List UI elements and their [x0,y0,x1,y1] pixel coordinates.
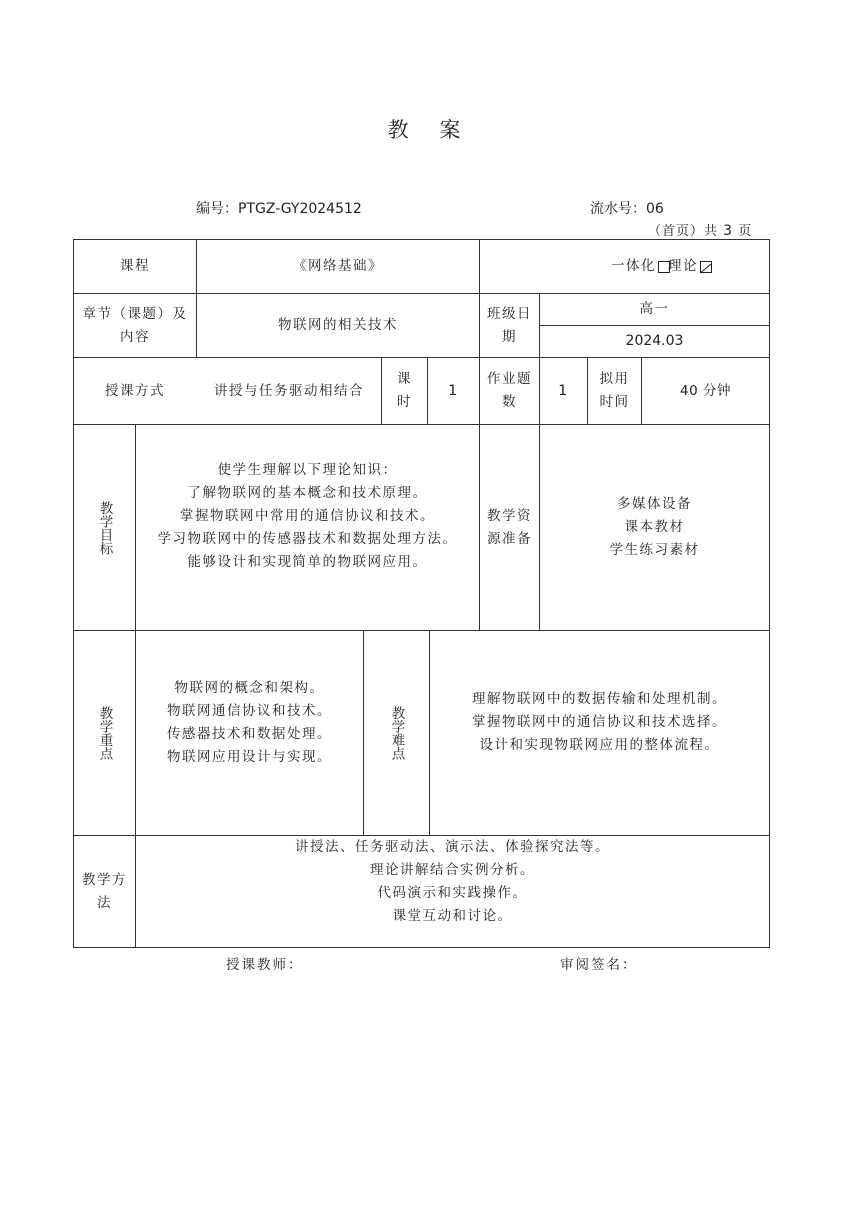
difficulties-list [430,631,769,835]
code-value: PTGZ-GY2024512 [238,201,362,217]
hours-label-line: 课 [397,371,412,387]
difficulties-label-text: 教学难点 [388,706,405,760]
resource-item: 学生练习素材 [609,542,700,558]
integrated-option [480,240,670,293]
teaching-method-item: 课堂互动和讨论。 [392,908,513,924]
resources-list [540,425,769,630]
class-value: 高一 [639,301,670,317]
theory-label: 理论 [668,258,698,274]
key-points-label [74,631,135,835]
method-value: 讲授与任务驱动相结合 [214,382,364,399]
key-point-item: 物联网的概念和架构。 [174,680,325,696]
teaching-method-label [74,836,135,947]
chapter-value: 物联网的相关技术 [278,317,398,333]
planned-time-label [588,358,641,424]
class-date-label [480,294,539,357]
teaching-method-label-line: 法 [97,894,112,911]
page-note [648,220,752,239]
teaching-method-item: 讲授法、任务驱动法、演示法、体验探究法等。 [295,839,610,855]
resources-label-line: 源准备 [487,530,532,547]
objectives-label-text: 教学目标 [96,500,113,555]
serial-value: 06 [646,201,664,217]
planned-time-label-line: 拟用 [599,371,630,387]
chapter-label-line: 内容 [120,328,150,345]
table-border-right [769,239,770,948]
homework-label [480,358,539,424]
homework-label-line: 作业题 [487,371,532,387]
hours-label [382,358,427,424]
teacher-signature-label: 授课教师： [226,957,304,973]
serial-label: 流水号： [590,201,646,217]
resources-label [480,425,539,630]
integrated-label: 一体化 [611,258,656,274]
objective-item: 学习物联网中的传感器技术和数据处理方法。 [157,531,458,547]
key-points-list [136,631,363,835]
objective-item: 了解物联网的基本概念和技术原理。 [187,485,428,501]
page-note-prefix: （首页）共 [648,224,719,239]
hours-value: 1 [448,382,459,399]
difficulties-label [364,631,429,835]
hours-label-line: 时 [397,394,412,410]
key-point-item: 物联网应用设计与实现。 [167,749,332,765]
teaching-method-item: 理论讲解结合实例分析。 [370,862,535,878]
resource-item: 多媒体设备 [617,496,692,512]
resource-item: 课本教材 [624,519,685,535]
difficulty-item: 设计和实现物联网应用的整体流程。 [479,737,720,753]
page-title: 教 案 [387,118,473,142]
objectives-label [74,425,135,630]
key-point-item: 物联网通信协议和技术。 [167,703,332,719]
page-note-suffix: 页 [738,224,753,239]
difficulty-item: 理解物联网中的数据传输和处理机制。 [472,691,727,707]
review-signature-label: 审阅签名： [560,957,638,973]
objective-item: 使学生理解以下理论知识： [217,462,398,478]
date-value: 2024.03 [625,333,684,349]
serial-number [590,198,664,218]
homework-label-line: 数 [502,394,517,410]
resources-label-line: 教学资 [487,507,532,524]
objective-item: 能够设计和实现简单的物联网应用。 [187,554,428,570]
chapter-label-line: 章节（课题）及 [82,305,188,322]
code-label: 编号： [196,201,238,217]
document-code [196,198,362,218]
objective-item: 掌握物联网中常用的通信协议和技术。 [180,508,435,524]
page-count: 3 [723,223,734,239]
chapter-label [74,294,196,357]
planned-time-label-line: 时间 [599,394,630,410]
difficulty-item: 掌握物联网中的通信协议和技术选择。 [472,714,727,730]
teaching-methods-list [136,836,769,947]
planned-time-value: 40 分钟 [680,382,731,399]
key-point-item: 传感器技术和数据处理。 [167,726,332,742]
teaching-method-label-line: 教学方 [82,871,127,888]
method-label: 授课方式 [105,382,165,399]
objectives-list [136,425,479,615]
class-date-label-line: 期 [502,328,517,345]
key-points-label-text: 教学重点 [96,706,113,760]
course-label: 课程 [120,258,150,274]
homework-value: 1 [558,382,569,399]
teaching-method-item: 代码演示和实践操作。 [377,885,528,901]
theory-option [660,240,720,293]
theory-checked-box-icon [700,261,712,273]
course-value: 《网络基础》 [293,258,383,274]
table-border-bottom [73,947,770,948]
class-date-label-line: 班级日 [487,305,532,322]
